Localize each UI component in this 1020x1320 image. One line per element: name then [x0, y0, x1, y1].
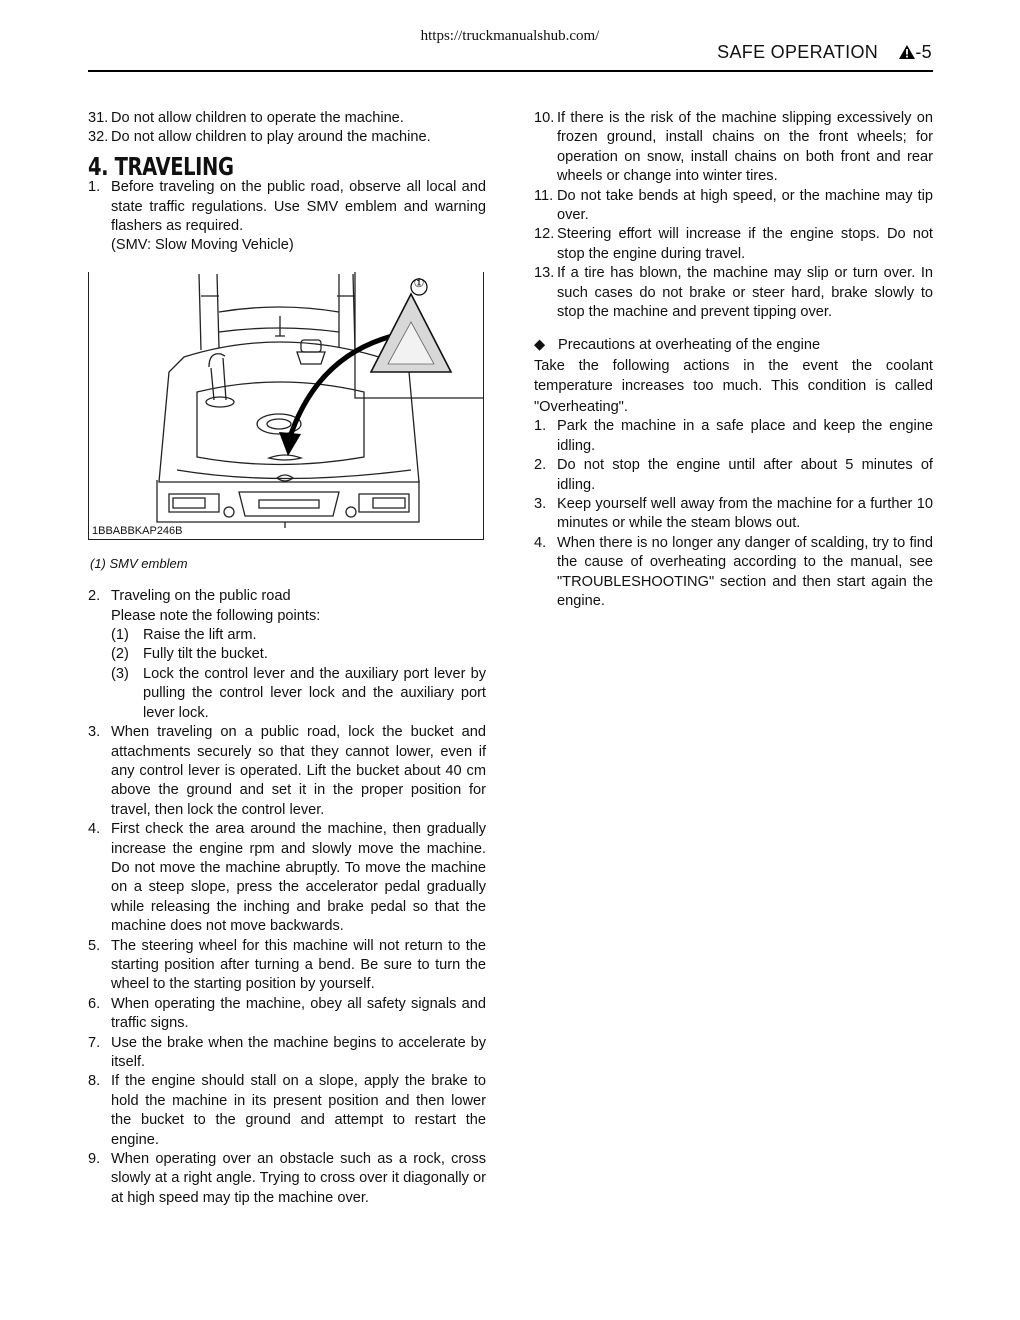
list-item	[88, 820, 486, 936]
list-item	[88, 1072, 486, 1150]
item-text: If the engine should stall on a slope, apply the brake to hold the machine in its present position and then lower the bucket to the ground and attempt to restart the engine.	[111, 1073, 486, 1148]
sub-number: (3)	[111, 665, 129, 682]
list-item	[534, 264, 933, 322]
item-number: 2.	[534, 457, 547, 474]
item-text	[111, 178, 486, 256]
sub-text: Fully tilt the bucket.	[143, 646, 268, 663]
item-text: Do not allow children to play around the machine.	[111, 129, 431, 146]
list-item	[534, 109, 933, 187]
item-number: 3.	[88, 724, 101, 741]
list-item	[534, 187, 933, 226]
source-url[interactable]: https://truckmanualshub.com/	[420, 28, 600, 44]
item-text: The steering wheel for this machine will not return to the starting position after turning a bend. Be sure to turn the wheel to the starting position by yourself.	[111, 937, 486, 993]
item-text: When there is no longer any danger of scalding, try to find the cause of overheating according to the manual, see "TROUBLESHOOTING" section and then start again the engine.	[557, 534, 933, 610]
item-number: 7.	[88, 1034, 101, 1051]
sub-number: (1)	[111, 627, 129, 644]
smv-figure	[88, 272, 484, 540]
section-heading: 4. TRAVELING	[88, 151, 234, 181]
list-item	[88, 937, 486, 995]
item-title: Traveling on the public road	[111, 588, 291, 605]
list-item	[534, 225, 933, 264]
header-rule	[88, 70, 933, 72]
diamond-bullet-icon: ◆	[534, 337, 546, 354]
list-item	[88, 1150, 486, 1208]
item-text	[111, 587, 486, 723]
list-item	[88, 723, 486, 820]
list-item	[88, 178, 486, 256]
list-item	[88, 1034, 486, 1073]
item-number: 11.	[534, 187, 554, 204]
item-text: Do not stop the engine until after about 5 minutes of idling.	[557, 457, 933, 493]
item-text: Keep yourself well away from the machine for a further 10 minutes or while the steam blows out.	[557, 496, 933, 532]
callout-number: ①	[413, 275, 425, 290]
figure-caption: (1) SMV emblem	[90, 555, 188, 571]
item-number: 5.	[88, 937, 101, 954]
item-number: 13.	[534, 265, 555, 282]
sub-item	[111, 645, 486, 664]
section-title: SAFE OPERATION	[717, 42, 879, 62]
item-text: Steering effort will increase if the engine stops. Do not stop the engine during travel.	[557, 226, 933, 262]
list-item	[88, 587, 486, 723]
item-text: When traveling on a public road, lock the bucket and attachments securely so that they cannot lower, even if any control lever is operated. Lift the bucket about 40 cm above the ground and set it in the proper position for travel, then lock the control lever.	[111, 724, 486, 818]
item-number: 32.	[88, 129, 109, 146]
item-text: If there is the risk of the machine slipping excessively on frozen ground, install chains on the front wheels; for operation on snow, install chains on both front and rear wheels or change into winter tires.	[557, 110, 933, 185]
item-text: First check the area around the machine, then gradually increase the engine rpm and slowly move the machine. Do not move the machine abruptly. To move the machine on a steep slope, press the accelerator pedal gradually while releasing the inching and brake pedal so that the machine does not move backwards.	[111, 821, 486, 935]
right-column	[534, 109, 933, 611]
item-number: 1.	[534, 418, 547, 435]
sub-text: Raise the lift arm.	[143, 627, 257, 644]
list-item	[88, 128, 486, 147]
item-text: When operating over an obstacle such as a rock, cross slowly at a right angle. Trying to cross over it diagonally or at high speed may tip the machine over.	[111, 1151, 486, 1206]
item-number: 6.	[88, 995, 101, 1012]
sub-text: Lock the control lever and the auxiliary port lever by pulling the control lever lock and the auxiliary port lever lock.	[143, 665, 486, 721]
item-number: 31.	[88, 110, 109, 126]
sub-item	[111, 665, 486, 723]
list-item	[534, 456, 933, 495]
item-line: (SMV: Slow Moving Vehicle)	[111, 237, 294, 254]
precaution-title: Precautions at overheating of the engine	[558, 337, 821, 354]
item-intro: Please note the following points:	[111, 607, 321, 624]
precaution-heading	[534, 336, 933, 355]
list-item	[534, 417, 933, 456]
item-number: 3.	[534, 496, 547, 512]
loader-rear-illustration	[89, 272, 483, 540]
precaution-intro: Take the following actions in the event the coolant temperature increases too much. This condition is called "Overheating".	[534, 357, 933, 415]
page-number: -5	[915, 42, 932, 62]
item-text: Use the brake when the machine begins to accelerate by itself.	[111, 1034, 486, 1070]
item-number: 4.	[534, 534, 547, 551]
item-number: 12.	[534, 226, 555, 243]
item-number: 2.	[88, 588, 101, 605]
item-text: Do not take bends at high speed, or the machine may tip over.	[557, 187, 933, 224]
list-item	[88, 995, 486, 1034]
list-item	[88, 109, 486, 128]
item-number: 9.	[88, 1151, 101, 1168]
item-text: Do not allow children to operate the machine.	[111, 110, 404, 126]
sub-item	[111, 626, 486, 645]
list-item	[534, 495, 933, 534]
sub-number: (2)	[111, 646, 129, 663]
item-number: 8.	[88, 1073, 101, 1090]
warning-triangle-icon	[899, 43, 915, 64]
item-text: When operating the machine, obey all safety signals and traffic signs.	[111, 995, 486, 1032]
list-item	[534, 534, 933, 612]
left-column	[88, 109, 486, 1208]
item-number: 4.	[88, 821, 101, 838]
item-number: 10.	[534, 110, 555, 126]
page-header	[717, 42, 932, 64]
item-text: Park the machine in a safe place and keep the engine idling.	[557, 418, 933, 454]
item-number: 1.	[88, 179, 101, 196]
figure-code: 1BBABBKAP246B	[92, 524, 183, 537]
item-text: If a tire has blown, the machine may slip or turn over. In such cases do not brake or steer hard, brake slowly to stop the machine and prevent tipping over.	[557, 265, 933, 321]
item-line: Before traveling on the public road, observe all local and state traffic regulations. Use SMV emblem and warning flashers as required.	[111, 179, 486, 235]
